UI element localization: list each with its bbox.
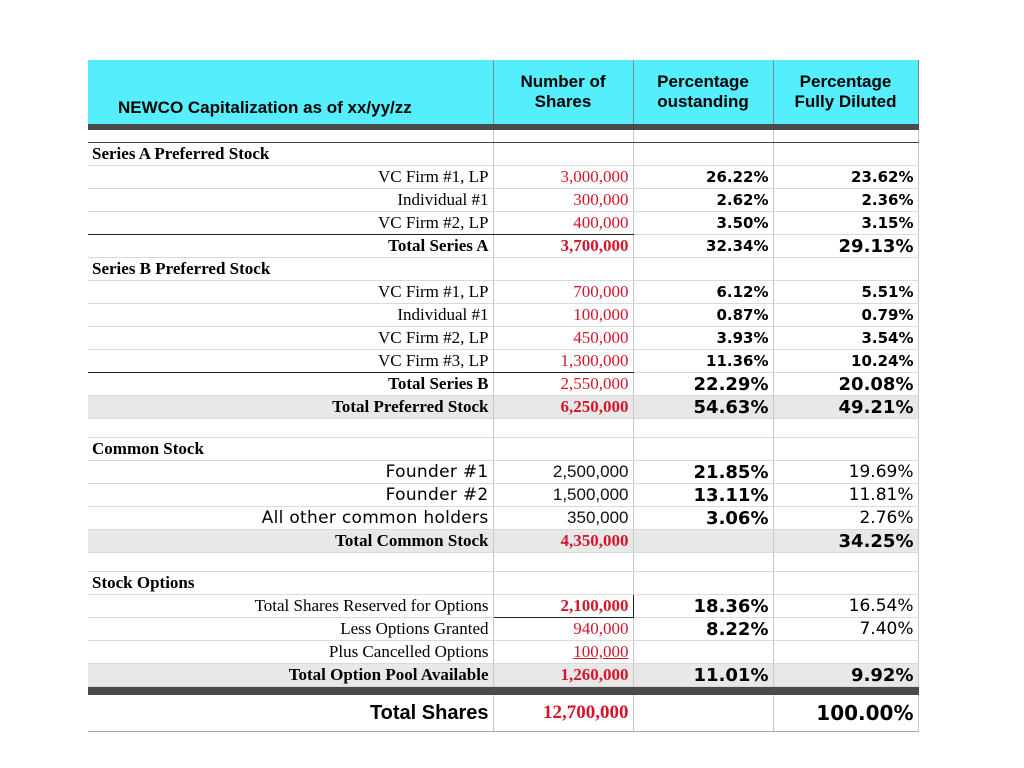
options-reserved-shares: 2,100,000 (493, 595, 633, 618)
total-preferred-shares: 6,250,000 (493, 396, 633, 419)
table-title: NEWCO Capitalization as of xx/yy/zz (88, 60, 493, 127)
spacer-row (88, 127, 918, 143)
shares-value: 2,500,000 (493, 461, 633, 484)
pct-outstanding-value: 3.50% (633, 212, 773, 235)
table-row (88, 461, 918, 484)
pct-outstanding-value: 3.06% (633, 507, 773, 530)
blank-row (88, 553, 918, 572)
pct-outstanding-value: 21.85% (633, 461, 773, 484)
holder-label: Individual #1 (88, 189, 493, 212)
options-granted-pct-fd: 7.40% (773, 618, 918, 641)
option-pool-label: Total Option Pool Available (88, 664, 493, 687)
section-row-options (88, 572, 918, 595)
total-preferred-label: Total Preferred Stock (88, 396, 493, 419)
table-row (88, 618, 918, 641)
total-preferred-pct-outstanding: 54.63% (633, 396, 773, 419)
pct-fd-value: 11.81% (773, 484, 918, 507)
section-title: Series B Preferred Stock (88, 258, 493, 281)
holder-label: All other common holders (88, 507, 493, 530)
table-row (88, 189, 918, 212)
col-header-shares: Number of Shares (493, 60, 633, 127)
holder-label: VC Firm #2, LP (88, 327, 493, 350)
table-row (88, 327, 918, 350)
options-granted-pct-outstanding: 8.22% (633, 618, 773, 641)
option-pool-pct-outstanding: 11.01% (633, 664, 773, 687)
pct-fd-value: 2.76% (773, 507, 918, 530)
shares-value: 100,000 (493, 304, 633, 327)
cap-table (88, 60, 919, 732)
shares-value: 1,300,000 (493, 350, 633, 373)
section-row-series-b (88, 258, 918, 281)
section-row-series-a (88, 143, 918, 166)
options-reserved-pct-fd: 16.54% (773, 595, 918, 618)
options-granted-shares: 940,000 (493, 618, 633, 641)
table-row (88, 212, 918, 235)
blank-row (88, 419, 918, 438)
section-title: Series A Preferred Stock (88, 143, 493, 166)
subtotal-label: Total Series A (88, 235, 493, 258)
pct-fd-value: 3.54% (773, 327, 918, 350)
col-header-pct-outstanding: Percentage oustanding (633, 60, 773, 127)
pct-outstanding-value: 6.12% (633, 281, 773, 304)
table-row (88, 595, 918, 618)
holder-label: VC Firm #3, LP (88, 350, 493, 373)
grand-total-pct-fd: 100.00% (773, 695, 918, 732)
pct-outstanding-value: 13.11% (633, 484, 773, 507)
holder-label: Founder #2 (88, 484, 493, 507)
subtotal-pct-outstanding: 22.29% (633, 373, 773, 396)
table-row (88, 507, 918, 530)
total-common-pct-fd: 34.25% (773, 530, 918, 553)
subtotal-row-series-a (88, 235, 918, 258)
section-row-common (88, 438, 918, 461)
pct-fd-value: 19.69% (773, 461, 918, 484)
pct-fd-value: 23.62% (773, 166, 918, 189)
col-header-pct-fully-diluted: Percentage Fully Diluted (773, 60, 918, 127)
total-common-shares: 4,350,000 (493, 530, 633, 553)
holder-label: VC Firm #1, LP (88, 166, 493, 189)
shares-value: 350,000 (493, 507, 633, 530)
pct-fd-value: 5.51% (773, 281, 918, 304)
subtotal-shares: 3,700,000 (493, 235, 633, 258)
total-common-label: Total Common Stock (88, 530, 493, 553)
subtotal-row-series-b (88, 373, 918, 396)
pct-outstanding-value: 3.93% (633, 327, 773, 350)
option-pool-shares: 1,260,000 (493, 664, 633, 687)
total-preferred-row (88, 396, 918, 419)
pct-fd-value: 10.24% (773, 350, 918, 373)
divider-row (88, 687, 918, 696)
table-row (88, 281, 918, 304)
pct-outstanding-value: 26.22% (633, 166, 773, 189)
pct-outstanding-value: 11.36% (633, 350, 773, 373)
shares-value: 300,000 (493, 189, 633, 212)
pct-fd-value: 0.79% (773, 304, 918, 327)
subtotal-pct-fd: 20.08% (773, 373, 918, 396)
table-row (88, 484, 918, 507)
table-row (88, 350, 918, 373)
holder-label: VC Firm #2, LP (88, 212, 493, 235)
subtotal-shares: 2,550,000 (493, 373, 633, 396)
shares-value: 700,000 (493, 281, 633, 304)
header-row (88, 60, 918, 127)
grand-total-shares: 12,700,000 (493, 695, 633, 732)
options-granted-label: Less Options Granted (88, 618, 493, 641)
options-reserved-label: Total Shares Reserved for Options (88, 595, 493, 618)
subtotal-pct-outstanding: 32.34% (633, 235, 773, 258)
holder-label: Founder #1 (88, 461, 493, 484)
table-row (88, 166, 918, 189)
pct-fd-value: 2.36% (773, 189, 918, 212)
options-cancelled-label: Plus Cancelled Options (88, 641, 493, 664)
pct-outstanding-value: 0.87% (633, 304, 773, 327)
table-row (88, 304, 918, 327)
pct-fd-value: 3.15% (773, 212, 918, 235)
total-common-row (88, 530, 918, 553)
shares-value: 3,000,000 (493, 166, 633, 189)
options-reserved-pct-outstanding: 18.36% (633, 595, 773, 618)
table-row (88, 641, 918, 664)
options-cancelled-shares: 100,000 (493, 641, 633, 664)
holder-label: VC Firm #1, LP (88, 281, 493, 304)
option-pool-pct-fd: 9.92% (773, 664, 918, 687)
section-title: Common Stock (88, 438, 493, 461)
shares-value: 1,500,000 (493, 484, 633, 507)
grand-total-label: Total Shares (88, 695, 493, 732)
pct-outstanding-value: 2.62% (633, 189, 773, 212)
section-title: Stock Options (88, 572, 493, 595)
subtotal-label: Total Series B (88, 373, 493, 396)
shares-value: 450,000 (493, 327, 633, 350)
holder-label: Individual #1 (88, 304, 493, 327)
total-preferred-pct-fd: 49.21% (773, 396, 918, 419)
cap-table-sheet (88, 60, 918, 732)
grand-total-row (88, 695, 918, 732)
shares-value: 400,000 (493, 212, 633, 235)
total-option-pool-row (88, 664, 918, 687)
subtotal-pct-fd: 29.13% (773, 235, 918, 258)
